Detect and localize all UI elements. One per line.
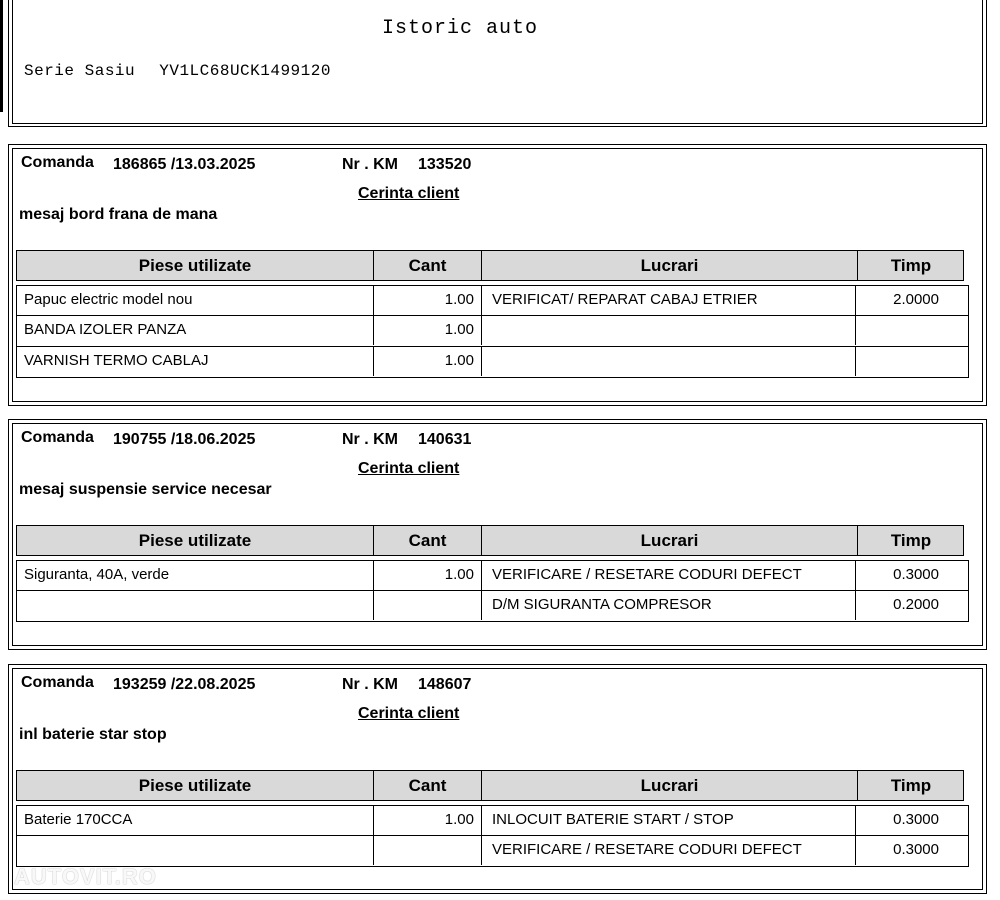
table-row xyxy=(16,560,969,591)
order-number: 190755 /18.06.2025 xyxy=(113,431,256,448)
col-parts-header: Piese utilizate xyxy=(17,771,374,800)
order-label: Comanda xyxy=(21,154,94,171)
col-qty-header: Cant xyxy=(374,251,482,280)
col-time-header: Timp xyxy=(890,531,932,550)
work-cell: VERIFICAT/ REPARAT CABAJ ETRIER xyxy=(482,286,856,315)
client-request-text: mesaj bord frana de mana xyxy=(19,206,218,223)
table-row xyxy=(16,316,969,347)
client-request-text: mesaj suspensie service necesar xyxy=(19,481,272,498)
order-label: Comanda xyxy=(21,429,94,446)
table-header xyxy=(16,525,964,556)
work-cell: INLOCUIT BATERIE START / STOP xyxy=(482,806,856,835)
part-cell: BANDA IZOLER PANZA xyxy=(17,316,374,345)
table-row xyxy=(16,285,969,316)
time-cell: 0.3000 xyxy=(893,566,939,583)
part-cell: Siguranta, 40A, verde xyxy=(17,561,374,590)
col-works-header: Lucrari xyxy=(482,251,858,280)
col-works-header: Lucrari xyxy=(482,771,858,800)
qty-cell xyxy=(374,591,482,620)
col-parts-header: Piese utilizate xyxy=(17,251,374,280)
work-cell: VERIFICARE / RESETARE CODURI DEFECT xyxy=(482,836,856,865)
order-number: 193259 /22.08.2025 xyxy=(113,676,256,693)
table-body xyxy=(16,285,969,378)
time-cell xyxy=(856,316,968,345)
time-cell: 0.2000 xyxy=(893,596,939,613)
part-cell: Papuc electric model nou xyxy=(17,286,374,315)
part-cell xyxy=(17,591,374,620)
table-body xyxy=(16,805,969,867)
km-value: 148607 xyxy=(418,676,472,693)
km-label: Nr . KM xyxy=(342,676,398,693)
col-parts-header: Piese utilizate xyxy=(17,526,374,555)
order-card xyxy=(8,664,987,894)
chassis-line xyxy=(24,62,331,80)
watermark-logo: AUTOVIT.RO xyxy=(14,864,157,889)
table-header xyxy=(16,250,964,281)
qty-cell: 1.00 xyxy=(374,316,482,345)
col-qty-header: Cant xyxy=(374,526,482,555)
table-body xyxy=(16,560,969,622)
qty-cell: 1.00 xyxy=(374,286,482,315)
km-value: 140631 xyxy=(418,431,472,448)
client-request-title: Cerinta client xyxy=(358,185,460,202)
table-header xyxy=(16,770,964,801)
km-label: Nr . KM xyxy=(342,431,398,448)
order-card xyxy=(8,419,987,650)
col-time-header: Timp xyxy=(890,776,932,795)
col-qty-header: Cant xyxy=(374,771,482,800)
chassis-label: Serie Sasiu xyxy=(24,62,136,80)
qty-cell: 1.00 xyxy=(374,806,482,835)
chassis-value: YV1LC68UCK1499120 xyxy=(159,62,331,80)
time-cell: 2.0000 xyxy=(893,291,939,308)
part-cell: VARNISH TERMO CABLAJ xyxy=(17,347,374,376)
client-request-text: inl baterie star stop xyxy=(19,726,167,743)
work-cell xyxy=(482,316,856,345)
client-request-title: Cerinta client xyxy=(358,460,460,477)
qty-cell: 1.00 xyxy=(374,561,482,590)
work-cell: D/M SIGURANTA COMPRESOR xyxy=(482,591,856,620)
time-cell xyxy=(856,347,968,376)
qty-cell: 1.00 xyxy=(374,347,482,376)
table-row xyxy=(16,836,969,867)
part-cell: Baterie 170CCA xyxy=(17,806,374,835)
km-value: 133520 xyxy=(418,156,472,173)
table-row xyxy=(16,347,969,378)
time-cell: 0.3000 xyxy=(893,811,939,828)
work-cell xyxy=(482,347,856,376)
km-label: Nr . KM xyxy=(342,156,398,173)
col-works-header: Lucrari xyxy=(482,526,858,555)
time-cell: 0.3000 xyxy=(893,841,939,858)
part-cell xyxy=(17,836,374,865)
table-row xyxy=(16,591,969,622)
qty-cell xyxy=(374,836,482,865)
work-cell: VERIFICARE / RESETARE CODURI DEFECT xyxy=(482,561,856,590)
order-card xyxy=(8,144,987,406)
table-row xyxy=(16,805,969,836)
document-title: Istoric auto xyxy=(381,17,539,40)
col-time-header: Timp xyxy=(890,256,932,275)
order-number: 186865 /13.03.2025 xyxy=(113,156,256,173)
order-label: Comanda xyxy=(21,674,94,691)
client-request-title: Cerinta client xyxy=(358,705,460,722)
